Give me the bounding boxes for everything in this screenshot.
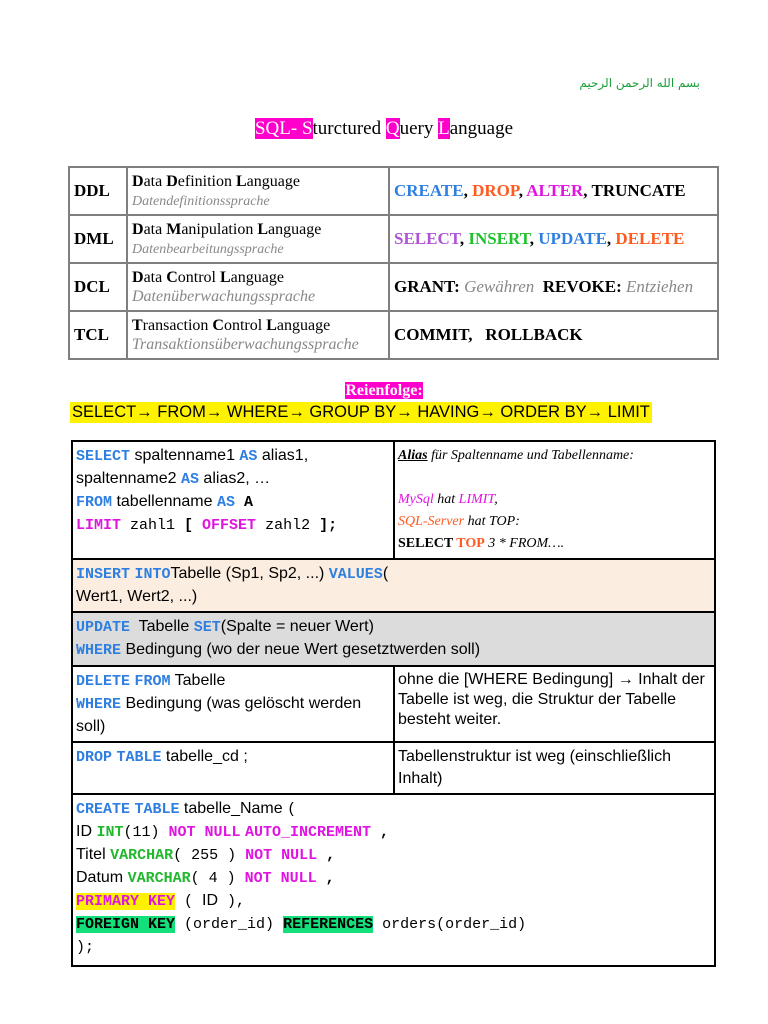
table-row-dcl	[69, 263, 718, 311]
select-syntax: SELECT spaltenname1 AS alias1, spaltenname2 AS alias2, … FROM tabellenname AS A LIMIT zahl1 [ OFFSET zahl2 ];	[72, 441, 394, 559]
arabic-basmala: بسم الله الرحمن الرحيم	[579, 76, 700, 90]
table-row-select	[72, 441, 715, 559]
abbr-dml: DML	[69, 215, 127, 263]
sql-categories-table	[68, 166, 719, 360]
abbr-dcl: DCL	[69, 263, 127, 311]
alias-note: Alias für Spaltenname und Tabellenname: MySql hat LIMIT, SQL-Server hat TOP: SELECT TOP 3 * FROM….	[394, 441, 715, 559]
commands-ddl: CREATE, DROP, ALTER, TRUNCATE	[389, 167, 718, 215]
title-l-rest: anguage	[449, 118, 514, 139]
sql-syntax-table	[71, 440, 716, 967]
title-q: Q	[385, 118, 400, 139]
title-s: S	[301, 118, 313, 139]
title-s-rest: turctured	[312, 118, 386, 139]
drop-syntax: DROP TABLE tabelle_cd ;	[72, 742, 394, 794]
abbr-tcl: TCL	[69, 311, 127, 359]
create-syntax: CREATE TABLE tabelle_Name ( ID INT(11) NOT NULL AUTO_INCREMENT , Titel VARCHAR( 255 ) NOT NULL , Datum VARCHAR( 4 ) NOT NULL , PRIMARY KEY ( ID ), FOREIGN KEY (order_id) REFERENCES orders(order_id) );	[72, 794, 715, 966]
order-sequence: SELECT→ FROM→ WHERE→ GROUP BY→ HAVING→ ORDER BY→ LIMIT	[72, 403, 650, 421]
abbr-ddl: DDL	[69, 167, 127, 215]
commands-dcl: GRANT: Gewähren REVOKE: Entziehen	[389, 263, 718, 311]
drop-note: Tabellenstruktur ist weg (einschließlich Inhalt)	[394, 742, 715, 794]
table-row-insert	[72, 559, 715, 612]
order-label: Reienfolge:	[345, 382, 423, 399]
commands-dml: SELECT, INSERT, UPDATE, DELETE	[389, 215, 718, 263]
delete-syntax: DELETE FROM Tabelle WHERE Bedingung (was gelöscht werden soll)	[72, 666, 394, 742]
insert-syntax: INSERT INTOTabelle (Sp1, Sp2, ...) VALUES( Wert1, Wert2, ...)	[72, 559, 715, 612]
page-title	[0, 118, 768, 140]
table-row-tcl	[69, 311, 718, 359]
title-dash: -	[290, 118, 302, 139]
title-sql: SQL	[254, 118, 291, 139]
table-row-update	[72, 612, 715, 666]
title-q-rest: uery	[399, 118, 439, 139]
table-row-dml	[69, 215, 718, 263]
delete-note: ohne die [WHERE Bedingung] → Inhalt der Tabelle ist weg, die Struktur der Tabelle besteht weiter.	[394, 666, 715, 742]
update-syntax: UPDATE Tabelle SET(Spalte = neuer Wert) WHERE Bedingung (wo der neue Wert gesetztwerden soll)	[72, 612, 715, 666]
table-row-drop	[72, 742, 715, 794]
table-row-ddl	[69, 167, 718, 215]
name-dml: Data Manipulation Language Datenbearbeitungssprache	[127, 215, 389, 263]
table-row-delete	[72, 666, 715, 742]
name-ddl: Data Definition Language Datendefinitionssprache	[127, 167, 389, 215]
title-l: L	[438, 118, 450, 139]
sub-tcl: Transaktionsüberwachungssprache	[132, 336, 359, 353]
commands-tcl: COMMIT, ROLLBACK	[389, 311, 718, 359]
table-row-create	[72, 794, 715, 966]
sub-ddl: Datendefinitionssprache	[132, 193, 270, 209]
sub-dcl: Datenüberwachungssprache	[132, 288, 316, 305]
name-tcl: Transaction Control Language Transaktionsüberwachungssprache	[127, 311, 389, 359]
sub-dml: Datenbearbeitungssprache	[132, 241, 284, 257]
name-dcl: Data Control Language Datenüberwachungssprache	[127, 263, 389, 311]
